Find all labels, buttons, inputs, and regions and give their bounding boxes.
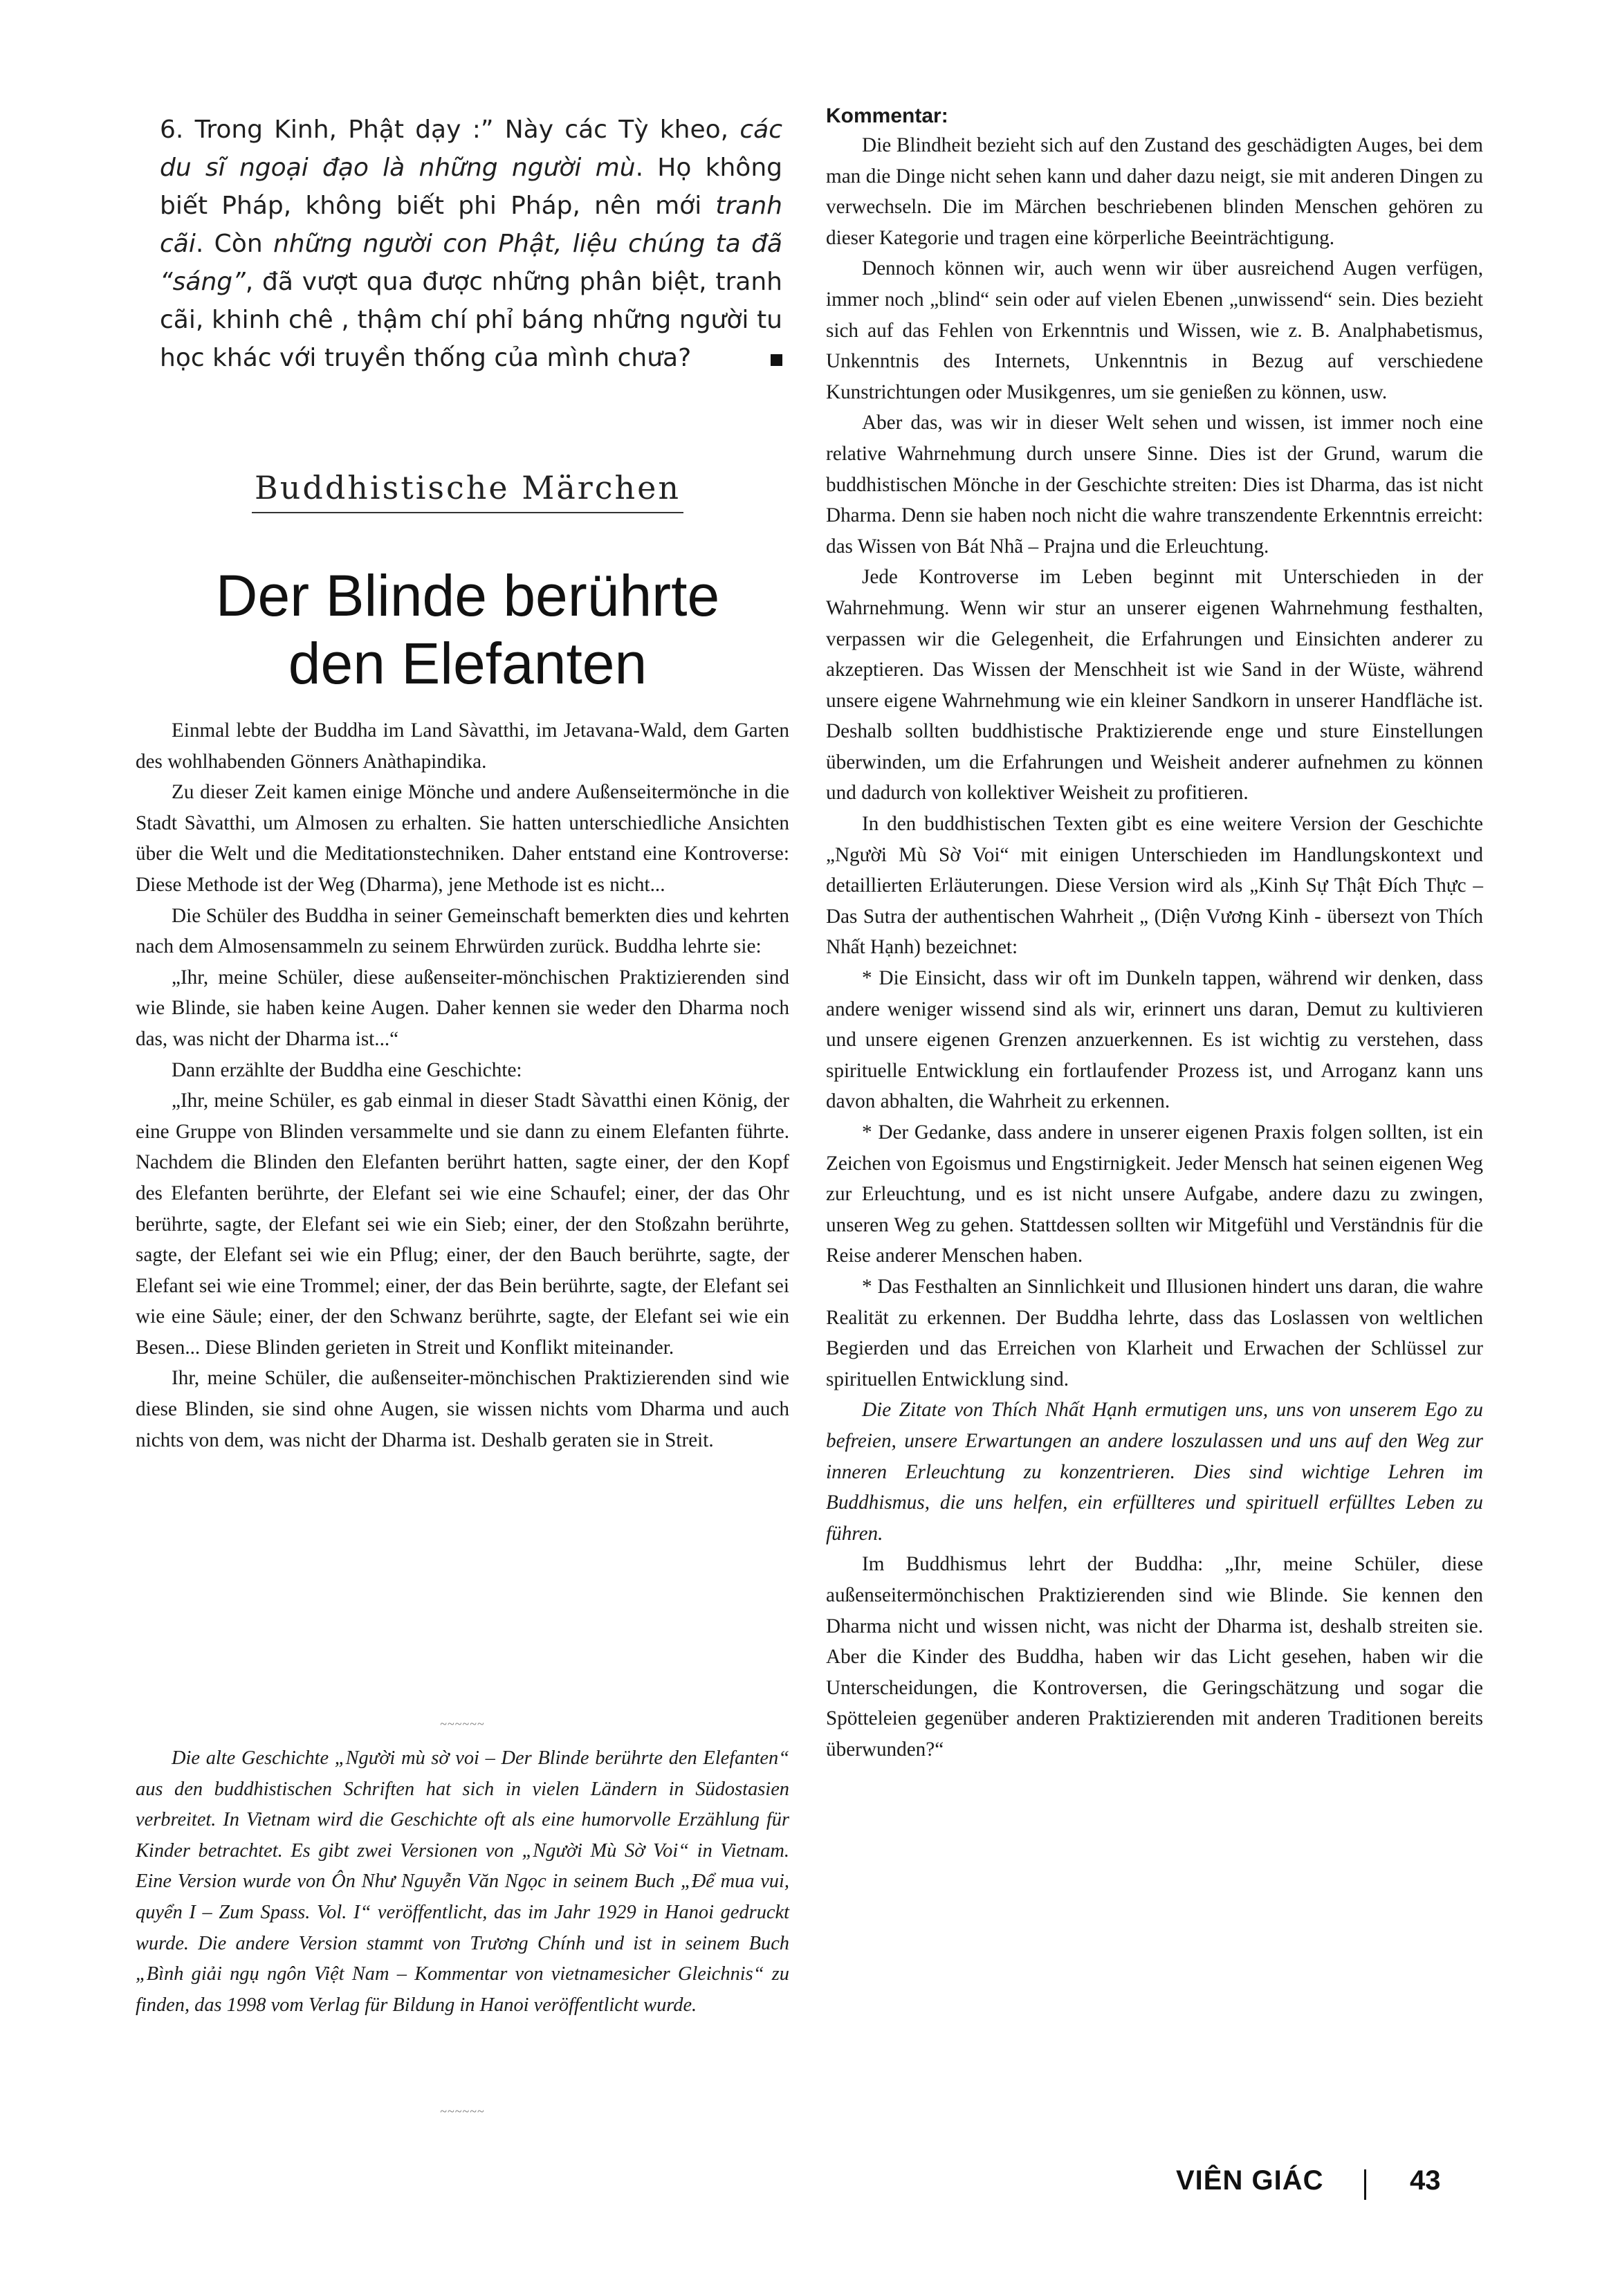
commentary	[826, 102, 1483, 1765]
story-paragraph: Ihr, meine Schüler, die außenseiter-mönchischen Praktizierenden sind wie diese Blinden, sie sind ohne Augen, sie wissen nichts vom Dharma und auch nichts von dem, was nicht der Dharma ist. Deshalb geraten sie in Streit.	[136, 1367, 789, 1451]
page-number: 43	[1410, 2165, 1441, 2196]
story-paragraph: Einmal lebte der Buddha im Land Sàvatthi, im Jetavana-Wald, dem Garten des wohlhabenden Gönners Anàthapindika.	[136, 719, 789, 773]
separator-bottom: ~~~~~~	[440, 2104, 485, 2118]
viet-text-4: , đã vượt qua được những phân biệt, tranh cãi, khinh chê , thậm chí phỉ báng những người tu học khác với truyền thống của mình chưa?	[160, 268, 782, 372]
viet-text-1: 6. Trong Kinh, Phật dạy :” Này các Tỳ kheo,	[160, 116, 740, 144]
viet-italic-2: tranh cãi	[160, 192, 782, 258]
commentary-paragraph: Die Blindheit bezieht sich auf den Zustand des geschädigten Auges, bei dem man die Dinge nicht sehen kann und daher dazu neigt, sie mit anderen Dingen zu verwechseln. Die im Märchen beschriebenen blinden Menschen gehören zu dieser Kategorie und tragen eine körperliche Beeinträchtigung.	[826, 134, 1483, 249]
commentary-heading: Kommentar:	[826, 104, 948, 127]
viet-italic-1: các du sĩ ngoại đạo là những người mù	[160, 116, 782, 182]
page-footer	[1176, 2165, 1467, 2207]
story-body	[136, 715, 789, 1455]
background-note	[136, 1743, 789, 2021]
magazine-name: VIÊN GIÁC	[1176, 2165, 1324, 2196]
end-square-icon	[771, 354, 782, 366]
series-text: Buddhistische Märchen	[252, 469, 683, 513]
title-line-2: den Elefanten	[288, 631, 647, 697]
footer-divider	[1364, 2169, 1366, 2200]
story-paragraph: Zu dieser Zeit kamen einige Mönche und andere Außenseitermönche in die Stadt Sàvatthi, um Almosen zu erhalten. Sie hatten unterschiedliche Ansichten über die Welt und die Meditationstechniken. Daher entstand eine Kontroverse: Diese Methode ist der Weg (Dharma), jene Methode ist es nicht...	[136, 781, 789, 896]
note-paragraph: Die alte Geschichte „Người mù sờ voi – Der Blinde berührte den Elefanten“ aus den buddhistischen Schriften hat sich in vielen Ländern in Südostasien verbreitet. In Vietnam wird die Geschichte oft als eine humorvolle Erzählung für Kinder betrachtet. Es gibt zwei Versionen von „Người Mù Sờ Voi“ in Vietnam. Eine Version wurde von Ôn Như Nguyễn Văn Ngọc in seinem Buch „Để mua vui, quyển I – Zum Spass. Vol. I“ veröffentlicht, das im Jahr 1929 in Hanoi gedruckt wurde. Die andere Version stammt von Trương Chính und ist in seinem Buch „Bình giải ngụ ngôn Việt Nam – Kommentar von vietnamesicher Gleichnis“ zu finden, das 1998 vom Verlag für Bildung in Hanoi veröffentlicht wurde.	[136, 1747, 789, 2016]
title-line-1: Der Blinde berührte	[215, 563, 720, 629]
separator-top: ~~~~~~	[440, 1717, 485, 1731]
commentary-paragraph: Im Buddhismus lehrt der Buddha: „Ihr, meine Schüler, diese außenseitermönchischen Praktizierenden sind wie Blinde. Sie kennen den Dharma nicht und wissen nicht, was nicht der Dharma ist, deshalb streiten sie. Aber die Kinder des Buddha, haben wir das Licht gesehen, haben wir die Unterscheidungen, die Kontroversen, die Geringschätzung und sogar die Spötteleien gegenüber anderen Praktizierenden mit anderen Traditionen bereits überwunden?“	[826, 1553, 1483, 1761]
commentary-paragraph: * Der Gedanke, dass andere in unserer eigenen Praxis folgen sollten, ist ein Zeichen von Egoismus und Engstirnigkeit. Jeder Mensch hat seinen eigenen Weg zur Erleuchtung, und es ist nicht unsere Aufgabe, andere dazu zu zwingen, unseren Weg zu gehen. Stattdessen sollten wir Mitgefühl und Verständnis für die Reise anderer Menschen haben.	[826, 1121, 1483, 1267]
commentary-paragraph: * Das Festhalten an Sinnlichkeit und Illusionen hindert uns daran, die wahre Realität zu erkennen. Der Buddha lehrte, dass das Loslassen von weltlichen Begierden und das Erreichen von Klarheit und Erwachen der Schlüssel zur spirituellen Entwicklung sind.	[826, 1275, 1483, 1390]
commentary-paragraph: Aber das, was wir in dieser Welt sehen und wissen, ist immer noch eine relative Wahrnehmung durch unsere Sinne. Dies ist der Grund, warum die buddhistischen Mönche in der Geschichte streiten: Dies ist Dharma, das ist nicht Dharma. Denn sie haben noch nicht die wahre transzendente Erkenntnis erreicht: das Wissen von Bát Nhã – Prajna und die Erleuchtung.	[826, 412, 1483, 558]
commentary-paragraph: Jede Kontroverse im Leben beginnt mit Unterschieden in der Wahrnehmung. Wenn wir stur an unserer eigenen Wahrnehmung festhalten, verpassen wir die Gelegenheit, die Erfahrungen und Einsichten anderer zu akzeptieren. Das Wissen der Menschheit ist wie Sand in der Wüste, während unsere eigene Wahrnehmung wie ein kleiner Sandkorn in unserer Handfläche ist. Deshalb sollten buddhistische Praktizierende enge und sture Einstellungen überwinden, um die Erfahrungen und Weisheit anderer aufnehmen zu können und dadurch von kollektiver Weisheit zu profitieren.	[826, 566, 1483, 805]
viet-text-2: . Họ không biết Pháp, không biết phi Pháp, nên mới	[160, 154, 782, 220]
viet-text-3: . Còn	[195, 230, 273, 258]
series-label	[136, 469, 800, 513]
story-paragraph: Dann erzählte der Buddha eine Geschichte:	[172, 1058, 522, 1081]
commentary-paragraph: Dennoch können wir, auch wenn wir über ausreichend Augen verfügen, immer noch „blind“ sein oder auf vielen Ebenen „unwissend“ sein. Dies bezieht sich auf das Fehlen von Erkenntnis und Wissen, wie z. B. Analphabetismus, Unkenntnis des Internets, Unkenntnis in Bezug auf verschiedene Kunstrichtungen oder Musikgenres, um sie genießen zu können, usw.	[826, 257, 1483, 403]
story-paragraph: „Ihr, meine Schüler, es gab einmal in dieser Stadt Sàvatthi einen König, der eine Gruppe von Blinden versammelte und sie dann zu einem Elefanten führte. Nachdem die Blinden den Elefanten berührt hatten, sagte einer, der den Kopf des Elefanten berührte, der Elefant sei wie eine Schaufel; einer, der das Ohr berührte, sagte, der Elefant sei wie ein Sieb; einer, der den Stoßzahn berührte, sagte, der Elefant sei wie ein Pflug; einer, der den Bauch berührte, sagte, der Elefant sei wie eine Trommel; einer, der das Bein berührte, sagte, der Elefant sei wie eine Säule; einer, der den Schwanz berührte, sagte, der Elefant sei wie ein Besen... Diese Blinden gerieten in Streit und Konflikt miteinander.	[136, 1090, 789, 1359]
article-title	[136, 562, 800, 697]
vietnamese-paragraph	[160, 111, 782, 377]
story-paragraph: „Ihr, meine Schüler, diese außenseiter-mönchischen Praktizierenden sind wie Blinde, sie haben keine Augen. Daher kennen sie weder den Dharma noch das, was nicht der Dharma ist...“	[136, 966, 789, 1050]
commentary-italic-paragraph: Die Zitate von Thích Nhất Hạnh ermutigen uns, uns von unserem Ego zu befreien, unsere Erwartungen an andere loszulassen und uns auf den Weg zur inneren Erleuchtung zu konzentrieren. Dies sind wichtige Lehren im Buddhismus, die uns helfen, ein erfüllteres und spirituell erfülltes Leben zu führen.	[826, 1399, 1483, 1545]
viet-italic-3: những người con Phật, liệu chúng ta đã “sáng”	[160, 230, 782, 296]
commentary-paragraph: In den buddhistischen Texten gibt es eine weitere Version der Geschichte „Người Mù Sờ Voi“ mit einigen Unterschieden im Handlungskontext und detaillierten Erläuterungen. Diese Version wird als „Kinh Sự Thật Đích Thực – Das Sutra der authentischen Wahrheit „ (Diện Vương Kinh - übersezt von Thích Nhất Hạnh) bezeichnet:	[826, 813, 1483, 959]
story-paragraph: Die Schüler des Buddha in seiner Gemeinschaft bemerkten dies und kehrten nach dem Almosensammeln zu seinem Ehrwürden zurück. Buddha lehrte sie:	[136, 904, 789, 958]
commentary-paragraph: * Die Einsicht, dass wir oft im Dunkeln tappen, während wir denken, dass andere weniger wissend sind als wir, erinnert uns daran, Demut zu kultivieren und unsere eigenen Grenzen anzuerkennen. Es ist wichtig zu verstehen, dass spirituelle Entwicklung ein fortlaufender Prozess ist, und Arroganz kann uns davon abhalten, die Wahrheit zu erkennen.	[826, 967, 1483, 1113]
